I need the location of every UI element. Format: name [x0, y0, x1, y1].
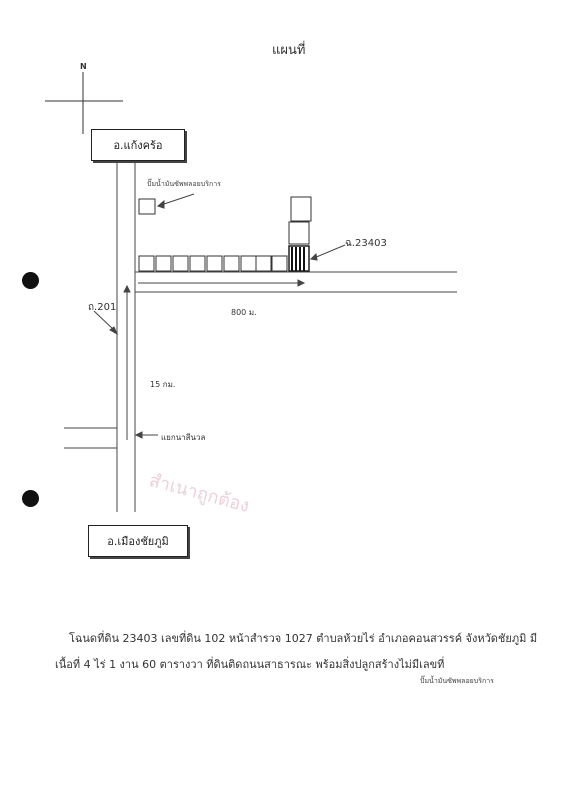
- map-title: แผนที่: [272, 43, 306, 58]
- junction-label: แยกนาสีนวล: [161, 433, 206, 442]
- pump-label: ปั๊มน้ำมันซัพพลอยบริการ: [147, 180, 221, 188]
- highway-201: [117, 160, 135, 512]
- junction-road: [64, 428, 117, 448]
- side-road: [135, 272, 457, 292]
- property-description: โฉนดที่ดิน 23403 เลขที่ดิน 102 หน้าสำรวจ 1027 ตำบลห้วยไร่ อำเภอคอนสวรรค์ จังหวัดชัยภูมิ มีเนื้อที่ 4 ไร่ 1 งาน 60 ตารางวา ที่ดินติดถนนสาธารณะ พร้อมสิ่งปลูกสร้างไม่มีเลขที่: [55, 632, 538, 671]
- neighbor-buildings: [289, 197, 311, 244]
- place-kaeng-khro: อ.แก้งคร้อ: [91, 129, 185, 161]
- north-direction-arrow: [124, 286, 130, 292]
- pump-station-icon: [139, 199, 155, 214]
- punch-hole-bottom: [22, 490, 39, 507]
- north-label: N: [80, 62, 87, 71]
- deed-label: ฉ.23403: [345, 238, 387, 249]
- north-arrow-icon: [45, 72, 123, 134]
- distance-800-label: 800 ม.: [231, 308, 257, 317]
- distance-15-label: 15 กม.: [150, 380, 176, 389]
- subject-plot: [289, 246, 309, 271]
- road-label: ถ.201: [88, 302, 117, 313]
- punch-hole-top: [22, 272, 39, 289]
- place-mueang-chaiyaphum: อ.เมืองชัยภูมิ: [88, 525, 188, 557]
- certified-stamp: สำเนาถูกต้อง: [146, 470, 252, 517]
- plot-row: [139, 256, 287, 271]
- signature-line: ปั๊มน้ำมันซัพพลอยบริการ: [420, 677, 494, 685]
